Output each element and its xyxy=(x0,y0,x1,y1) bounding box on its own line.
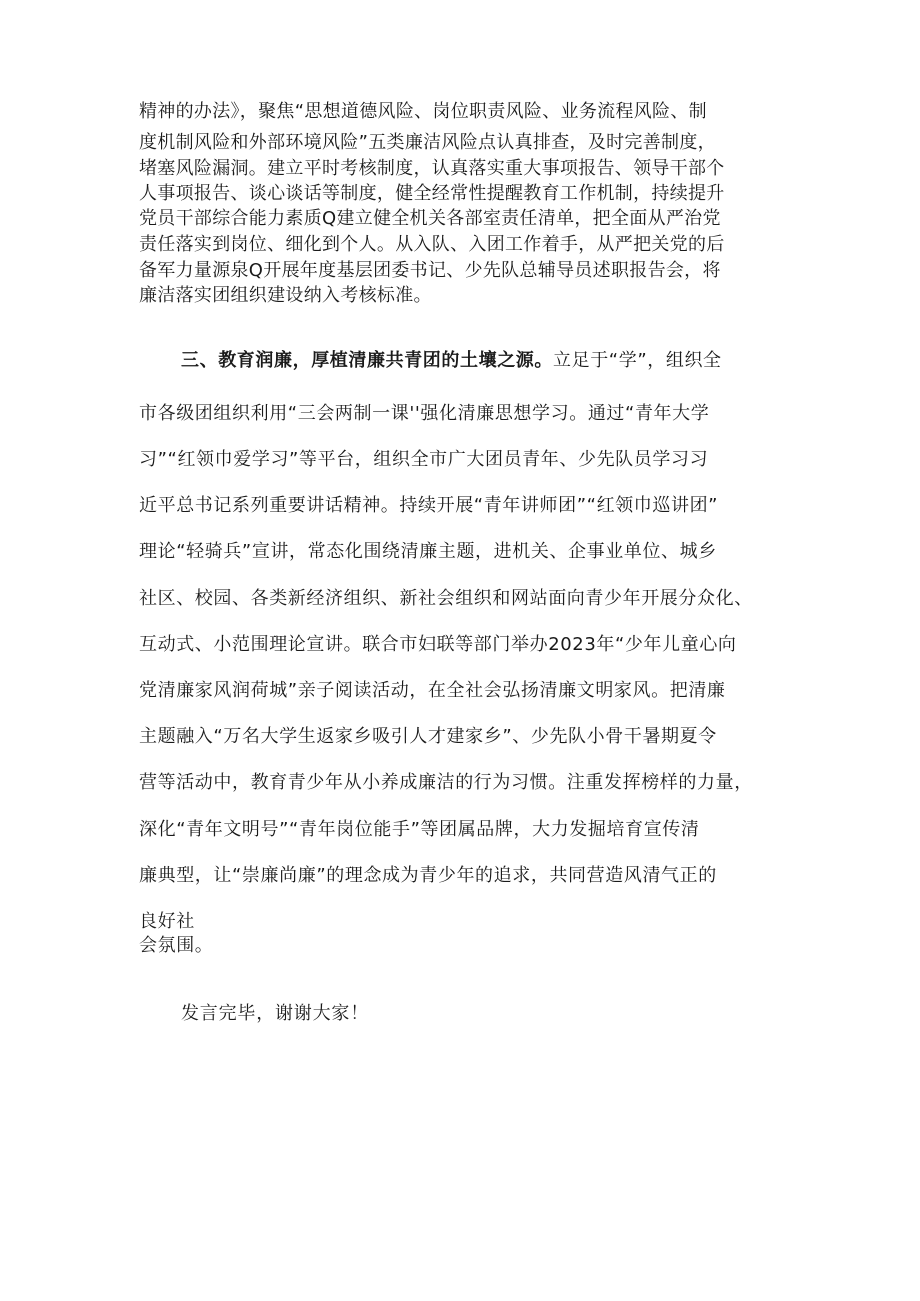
text-line: 度机制风险和外部环境风险”五类廉洁风险点认真排查，及时完善制度， xyxy=(139,132,716,153)
text-line: 主题融入“万名大学生返家乡吸引人才建家乡”、少先队小骨干暑期夏令 xyxy=(139,726,717,747)
text-line: 会氛围。 xyxy=(139,935,214,956)
text-line: 备军力量源泉Q开展年度基层团委书记、少先队总辅导员述职报告会，将 xyxy=(139,260,721,281)
closing-remark: 发言完毕，谢谢大家！ xyxy=(181,1003,369,1024)
text-line: 人事项报告、谈心谈话等制度，健全经常性提醒教育工作机制，持续提升 xyxy=(139,183,725,204)
text-line: 廉典型，让“崇廉尚廉”的理念成为青少年的追求，共同营造风清气正的 xyxy=(139,865,717,886)
text-line xyxy=(181,350,722,372)
text-line: 习”“红领巾爱学习”等平台，组织全市广大团员青年、少先队员学习习 xyxy=(139,449,709,470)
text-line: 良好社 xyxy=(139,911,195,932)
text-line: 廉洁落实团组织建设纳入考核标准。 xyxy=(139,285,432,306)
text-line: 互动式、小范围理论宣讲。联合市妇联等部门举办2023年“少年儿童心向 xyxy=(139,634,737,655)
text-line: 责任落实到岗位、细化到个人。从入队、入团工作着手，从严把关党的后 xyxy=(139,234,725,255)
text-line: 党员干部综合能力素质Q建立健全机关各部室责任清单，把全面从严治党 xyxy=(139,208,721,229)
text-line: 堵塞风险漏洞。建立平时考核制度，认真落实重大事项报告、领导干部个 xyxy=(139,158,725,179)
text-line: 社区、校园、各类新经济组织、新社会组织和网站面向青少年开展分众化、 xyxy=(139,588,753,609)
text-line: 市各级团组织利用“三会两制一课''强化清廉思想学习。通过“青年大学 xyxy=(139,403,710,424)
text-line: 党清廉家风润荷城”亲子阅读活动，在全社会弘扬清廉文明家风。把清廉 xyxy=(139,680,726,701)
text-line: 深化“青年文明号”“青年岗位能手”等团属品牌，大力发掘培育宣传清 xyxy=(139,819,700,840)
heading-continuation: 立足于“学”，组织全 xyxy=(553,350,722,371)
text-line: 近平总书记系列重要讲话精神。持续开展“青年讲师团”“红领巾巡讲团” xyxy=(139,495,719,516)
text-line: 理论“轻骑兵”宣讲，常态化围绕清廉主题，进机关、企事业单位、城乡 xyxy=(139,541,717,562)
text-line: 精神的办法》，聚焦“思想道德风险、岗位职责风险、业务流程风险、制 xyxy=(139,101,707,122)
section-heading: 三、教育润廉，厚植清廉共青团的土壤之源。 xyxy=(181,350,553,371)
text-line: 营等活动中，教育青少年从小养成廉洁的行为习惯。注重发挥榜样的力量， xyxy=(139,772,753,793)
